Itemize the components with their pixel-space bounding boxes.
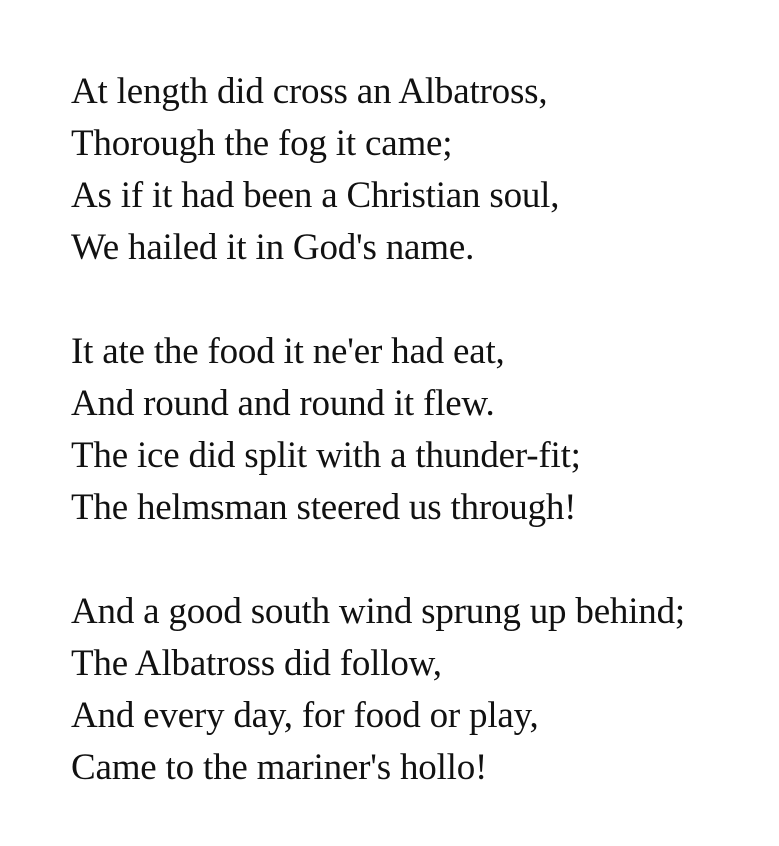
poem-line: At length did cross an Albatross, xyxy=(71,71,548,112)
poem-line: And a good south wind sprung up behind; xyxy=(71,591,685,632)
poem-line: Thorough the fog it came; xyxy=(71,123,453,164)
stanza-3 xyxy=(71,586,779,794)
poem-line: We hailed it in God's name. xyxy=(71,227,475,268)
poem-text xyxy=(71,66,779,846)
poem-line: And round and round it flew. xyxy=(71,383,495,424)
poem-line: As if it had been a Christian soul, xyxy=(71,175,560,216)
poem-line: The Albatross did follow, xyxy=(71,643,442,684)
poem-line: And every day, for food or play, xyxy=(71,695,539,736)
poem-line: The helmsman steered us through! xyxy=(71,487,577,528)
poem-line: The ice did split with a thunder-fit; xyxy=(71,435,581,476)
poem-line: It ate the food it ne'er had eat, xyxy=(71,331,505,372)
stanza-2 xyxy=(71,326,779,534)
stanza-1 xyxy=(71,66,779,274)
poem-line: Came to the mariner's hollo! xyxy=(71,747,488,788)
